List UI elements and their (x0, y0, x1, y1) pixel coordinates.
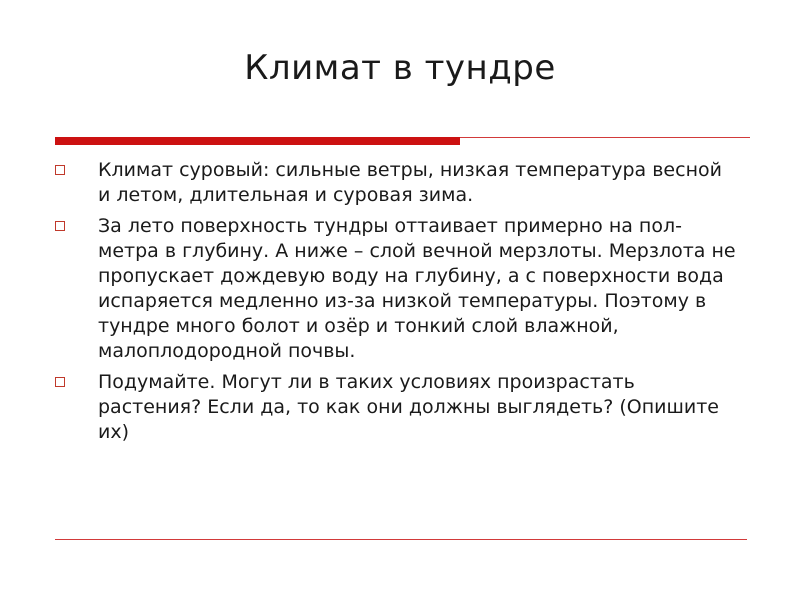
hollow-square-bullet-icon (55, 221, 65, 231)
bullet-text: Подумайте. Могут ли в таких условиях произрастать растения? Если да, то как они должны выглядеть? (Опишите их) (98, 371, 719, 443)
hollow-square-bullet-icon (55, 377, 65, 387)
hollow-square-bullet-icon (55, 165, 65, 175)
title-underline-thin (460, 137, 750, 138)
title-underline-thick (55, 137, 460, 145)
bullet-list (0, 158, 800, 451)
bullet-text: Климат суровый: сильные ветры, низкая температура весной и летом, длительная и суровая зима. (98, 159, 722, 206)
bullet-text: За лето поверхность тундры оттаивает примерно на пол- метра в глубину. А ниже – слой вечной мерзлоты. Мерзлота не пропускает дождевую воду на глубину, а с поверхности вода испаряется медленно из-за низкой температуры. Поэтому в тундре много болот и озёр и тонкий слой влажной, малоплодородной почвы. (98, 215, 736, 362)
slide-title: Климат в тундре (244, 48, 556, 88)
list-item (0, 158, 800, 208)
list-item (0, 214, 800, 364)
footer-divider (55, 539, 747, 540)
list-item (0, 370, 800, 445)
